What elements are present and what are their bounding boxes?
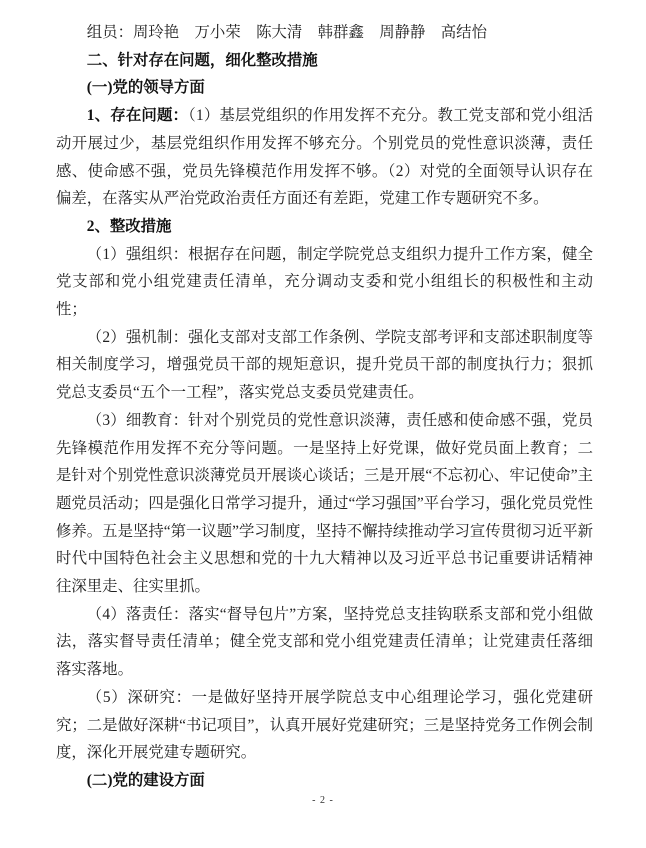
measure-item-strengthen-organization: （1）强组织：根据存在问题，制定学院党总支组织力提升工作方案，健全党支部和党小组党建责任清单，充分调动支委和党小组组长的积极性和主动性； — [56, 245, 593, 319]
measures-heading: 2、整改措施 — [86, 217, 172, 235]
measure-item-strengthen-mechanism: （2）强机制：强化支部对支部工作条例、学院支部考评和支部述职制度等相关制度学习，增强党员干部的规矩意识，提升党员干部的制度执行力；狠抓党总支委员“五个一工程”，落实党总支委员党建责任。 — [56, 328, 593, 402]
problems-text: （1）基层党组织的作用发挥不充分。教工党支部和党小组活动开展过少，基层党组织作用发挥不够充分。个别党员的党性意识淡薄，责任感、使命感不强，党员先锋模范作用发挥不够。（2）对党的全面领导认识存在偏差，在落实从严治党政治责任方面还有差距，党建工作专题研究不多。 — [56, 107, 593, 208]
problems-paragraph — [56, 102, 593, 213]
members-line: 组员：周玲艳 万小荣 陈大清 韩群鑫 周静静 高结怡 — [86, 24, 487, 41]
page-number: - 2 - — [312, 795, 334, 806]
problems-label: 1、存在问题： — [86, 107, 189, 125]
subsection-heading-party-building: (二)党的建设方面 — [86, 771, 205, 789]
section-heading: 二、针对存在问题，细化整改措施 — [86, 51, 318, 69]
subsection-heading-party-leadership: (一)党的领导方面 — [86, 79, 205, 97]
measure-item-implement-responsibility: （4）落责任：落实“督导包片”方案，坚持党总支挂钩联系支部和党小组做法，落实督导责任清单；健全党支部和党小组党建责任清单；让党建责任落细落实落地。 — [56, 605, 593, 679]
measure-item-deepen-research: （5）深研究：一是做好坚持开展学院总支中心组理论学习，强化党建研究；二是做好深耕“书记项目”，认真开展好党建研究；三是坚持党务工作例会制度，深化开展党建专题研究。 — [56, 688, 593, 762]
document-body — [56, 19, 593, 795]
measure-item-refine-education: （3）细教育：针对个别党员的党性意识淡薄，责任感和使命感不强，党员先锋模范作用发挥不充分等问题。一是坚持上好党课，做好党员面上教育；二是针对个别党性意识淡薄党员开展谈心谈话；三是开展“不忘初心、牢记使命”主题党员活动；四是强化日常学习提升，通过“学习强国”平台学习，强化党员党性修养。五是坚持“第一议题”学习制度，坚持不懈持续推动学习宣传贯彻习近平新时代中国特色社会主义思想和党的十九大精神以及习近平总书记重要讲话精神往深里走、往实里抓。 — [56, 411, 593, 596]
